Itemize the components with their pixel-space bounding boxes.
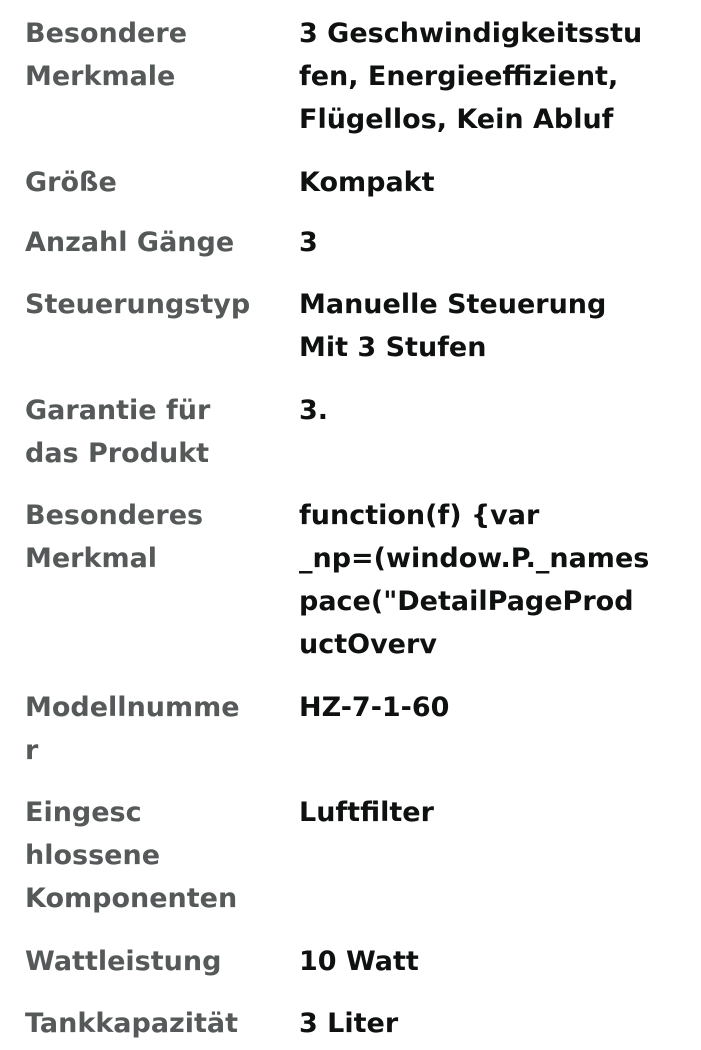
spec-value-line: pace("DetailPageProd <box>299 586 634 617</box>
spec-value-line: Flügellos, Kein Abluf <box>299 104 614 135</box>
spec-value <box>299 686 679 729</box>
spec-value-line: 3. <box>299 395 329 426</box>
spec-value-line: Luftfilter <box>299 797 434 828</box>
spec-value <box>299 1002 679 1045</box>
spec-label-line: Größe <box>25 167 117 198</box>
spec-label-line: Merkmale <box>25 61 176 92</box>
spec-label-line: hlossene <box>25 840 161 871</box>
spec-label <box>25 494 275 580</box>
spec-label <box>25 940 275 983</box>
spec-value-line: fen, Energieeffizient, <box>299 61 619 92</box>
spec-label-line: Besondere <box>25 18 187 49</box>
spec-value-line: Manuelle Steuerung <box>299 289 607 320</box>
spec-label-line: Modellnumme <box>25 692 240 723</box>
spec-value <box>299 12 679 141</box>
spec-value-line: _np=(window.P._names <box>299 543 650 574</box>
spec-value-line: 3 <box>299 227 318 258</box>
spec-label-line: Merkmal <box>25 543 158 574</box>
spec-label-line: Eingesc <box>25 797 142 828</box>
spec-label-line: Garantie für <box>25 395 211 426</box>
spec-value <box>299 221 679 264</box>
spec-value-line: 3 Geschwindigkeitsstu <box>299 18 643 49</box>
spec-value-line: Kompakt <box>299 167 435 198</box>
spec-label-line: Besonderes <box>25 500 204 531</box>
spec-value-line: Mit 3 Stufen <box>299 332 487 363</box>
spec-value-line: 10 Watt <box>299 946 419 977</box>
spec-label <box>25 221 275 264</box>
spec-label <box>25 161 275 204</box>
spec-label <box>25 791 275 920</box>
spec-label <box>25 389 275 475</box>
spec-label <box>25 283 275 326</box>
spec-label <box>25 686 275 772</box>
spec-label-line: das Produkt <box>25 438 210 469</box>
spec-value <box>299 494 679 666</box>
spec-label-line: Tankkapazität <box>25 1008 239 1039</box>
spec-value-line: HZ-7-1-60 <box>299 692 450 723</box>
spec-value-line: 3 Liter <box>299 1008 399 1039</box>
spec-value <box>299 283 679 369</box>
spec-label-line: Wattleistung <box>25 946 222 977</box>
spec-label-line: Anzahl Gänge <box>25 227 235 258</box>
spec-label-line: Steuerungstyp <box>25 289 251 320</box>
spec-label-line: r <box>25 735 39 766</box>
spec-label <box>25 12 275 98</box>
spec-value-line: function(f) {var <box>299 500 540 531</box>
spec-value <box>299 389 679 432</box>
spec-value <box>299 161 679 204</box>
spec-value-line: uctOverv <box>299 629 437 660</box>
spec-value <box>299 940 679 983</box>
spec-value <box>299 791 679 834</box>
spec-label <box>25 1002 275 1045</box>
spec-label-line: Komponenten <box>25 883 238 914</box>
